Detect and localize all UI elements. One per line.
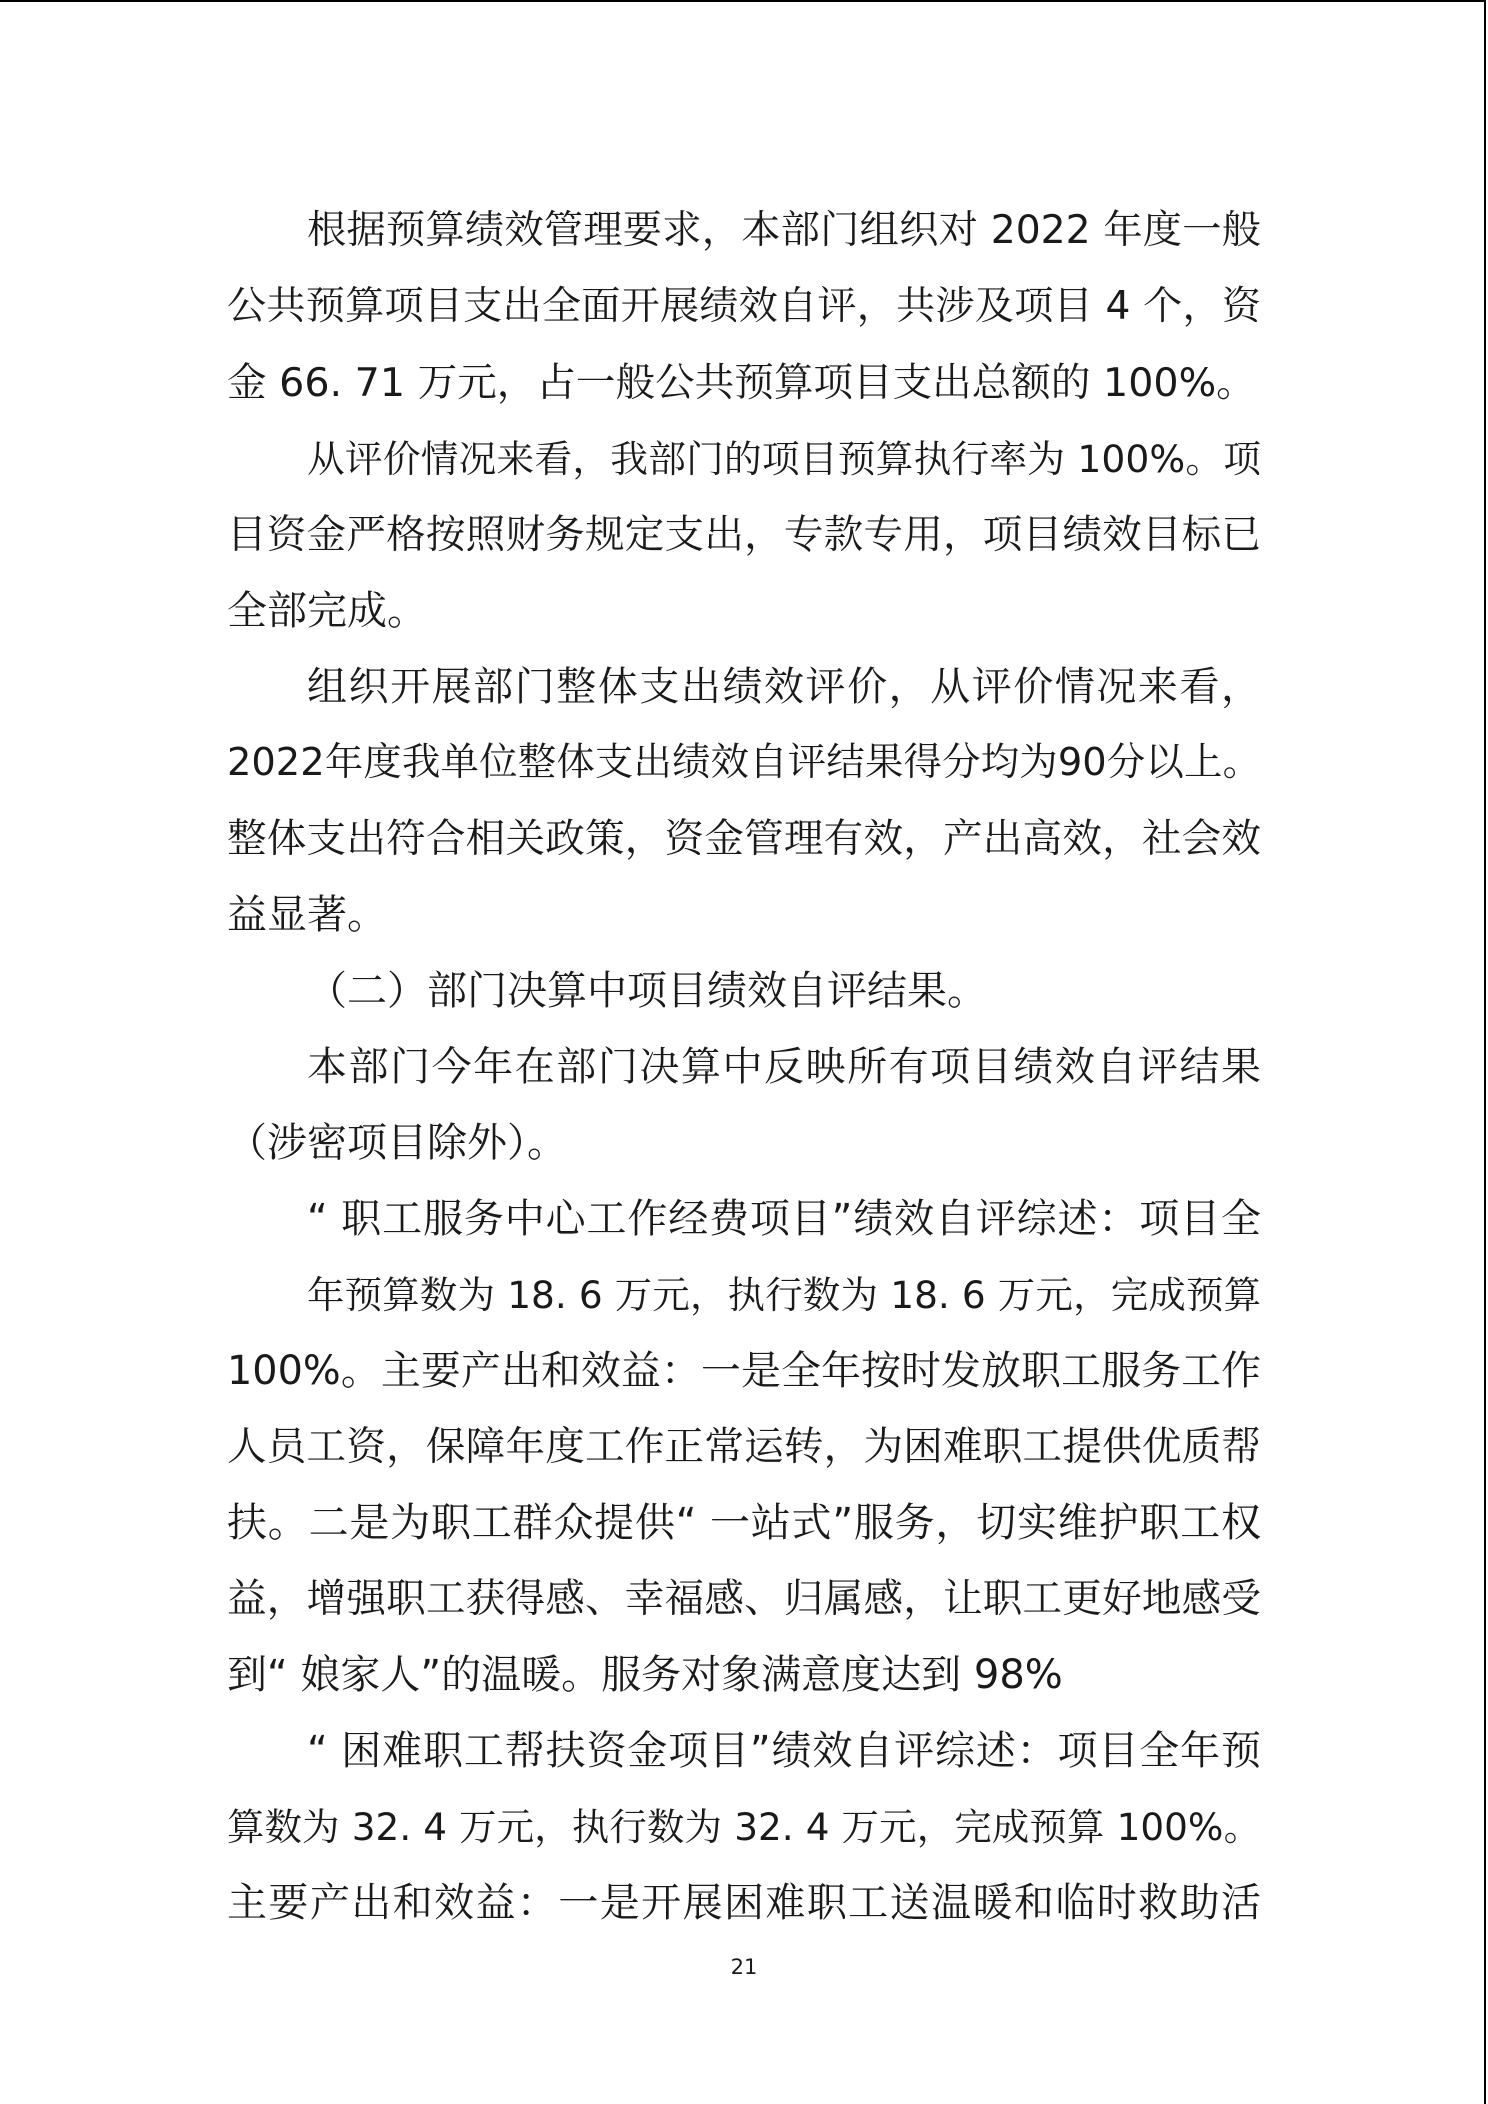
text-line: 从评价情况来看，我部门的项目预算执行率为 100%。项 — [307, 437, 1261, 481]
text-line: 整体支出符合相关政策，资金管理有效，产出高效，社会效 — [227, 816, 1261, 862]
text-line: 目资金严格按照财务规定支出，专款专用，项目绩效目标已 — [227, 512, 1261, 558]
text-line: “ 困难职工帮扶资金项目”绩效自评综述：项目全年预 — [307, 1728, 1261, 1774]
text-line: 年预算数为 18. 6 万元，执行数为 18. 6 万元，完成预算 — [307, 1273, 1261, 1317]
section-heading: （二）部门决算中项目绩效自评结果。 — [307, 968, 987, 1014]
text-line: 公共预算项目支出全面开展绩效自评，共涉及项目 4 个，资 — [227, 284, 1261, 329]
text-line: 2022年度我单位整体支出绩效自评结果得分均为90分以上。 — [227, 740, 1261, 785]
text-line: 根据预算绩效管理要求，本部门组织对 2022 年度一般 — [307, 208, 1261, 253]
text-line: 组织开展部门整体支出绩效评价，从评价情况来看， — [307, 664, 1261, 710]
text-line: 主要产出和效益：一是开展困难职工送温暖和临时救助活 — [227, 1880, 1261, 1926]
text-line: 全部完成。 — [227, 588, 427, 634]
page-number: 21 — [730, 1955, 758, 1979]
text-line: 益，增强职工获得感、幸福感、归属感，让职工更好地感受 — [227, 1576, 1261, 1622]
text-line: 益显著。 — [227, 892, 387, 938]
text-line: 本部门今年在部门决算中反映所有项目绩效自评结果 — [307, 1044, 1261, 1090]
body-text — [227, 193, 1261, 1941]
text-line: 金 66. 71 万元，占一般公共预算项目支出总额的 100%。 — [227, 360, 1256, 406]
text-line: 100%。主要产出和效益：一是全年按时发放职工服务工作 — [227, 1348, 1261, 1394]
text-line: 人员工资，保障年度工作正常运转，为困难职工提供优质帮 — [227, 1424, 1261, 1470]
text-line: （涉密项目除外）。 — [227, 1120, 567, 1166]
text-line: 扶。二是为职工群众提供“ 一站式”服务，切实维护职工权 — [227, 1500, 1261, 1546]
text-line: “ 职工服务中心工作经费项目”绩效自评综述：项目全 — [307, 1196, 1261, 1242]
text-line: 到“ 娘家人”的温暖。服务对象满意度达到 98% — [227, 1652, 1063, 1698]
text-line: 算数为 32. 4 万元，执行数为 32. 4 万元，完成预算 100%。 — [227, 1805, 1261, 1849]
